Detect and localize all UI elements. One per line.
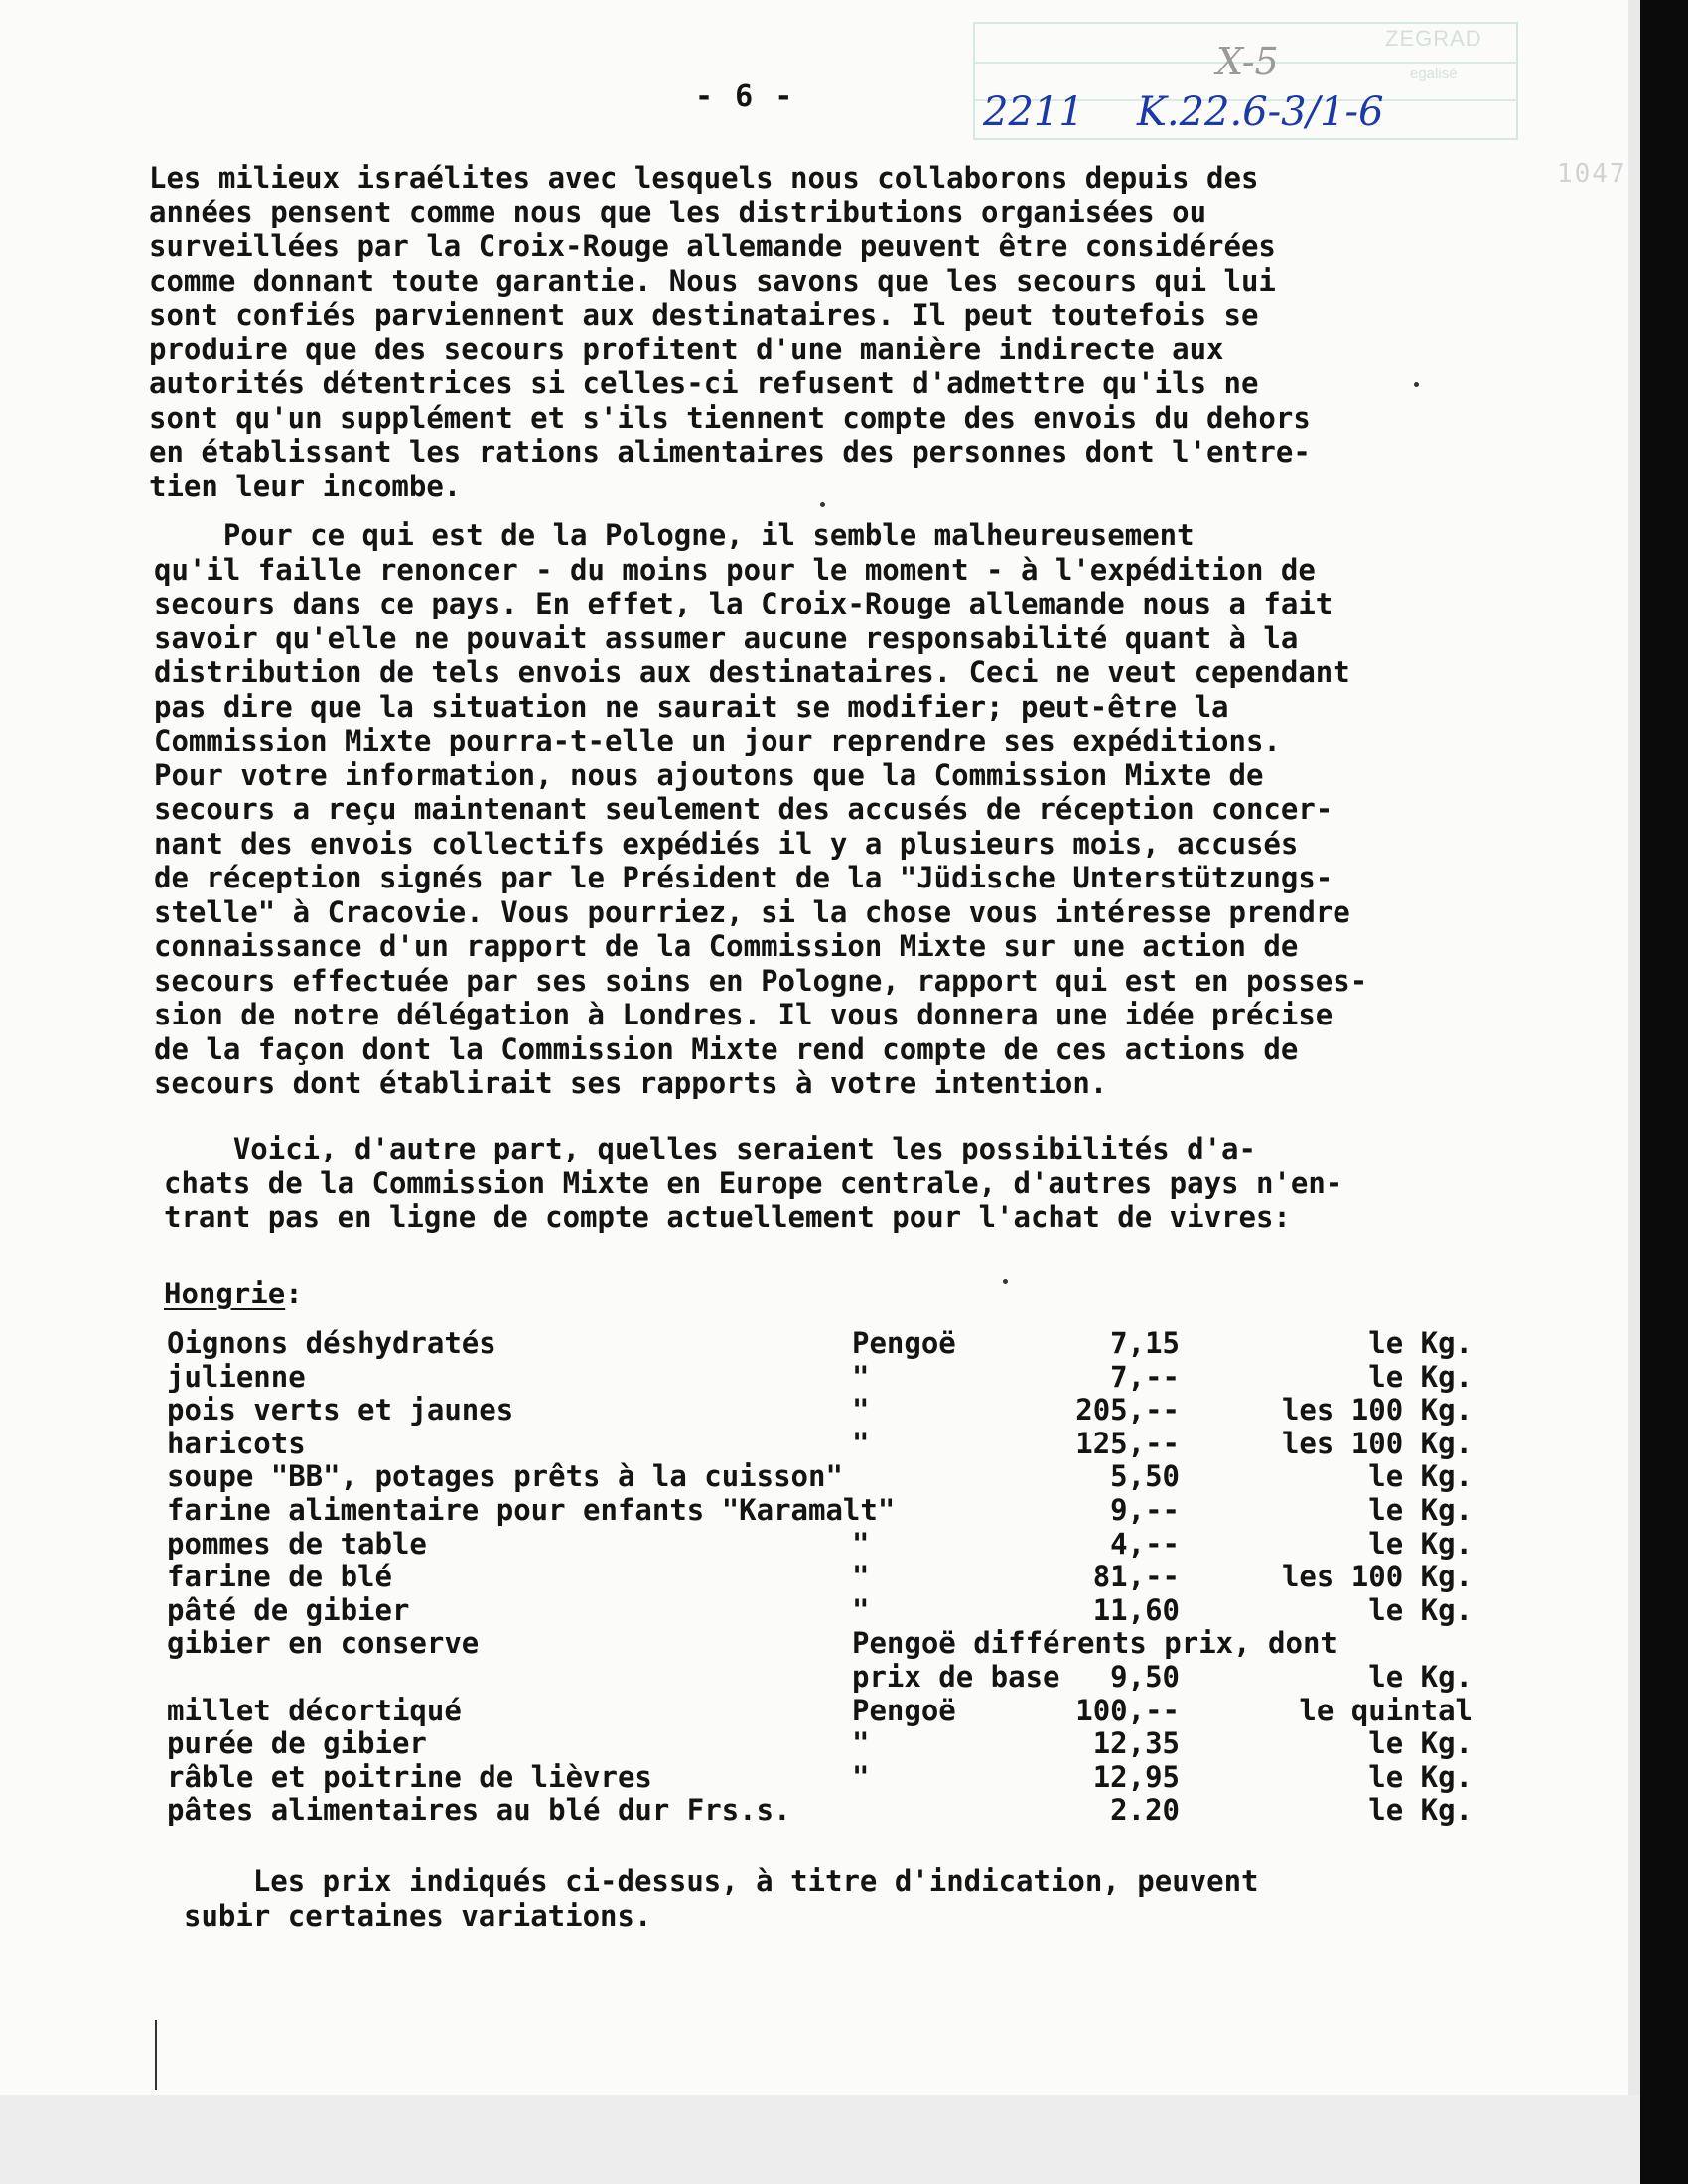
price-item: millet décortiqué bbox=[167, 1693, 462, 1727]
price-item: râble et poitrine de lièvres bbox=[167, 1759, 652, 1794]
price-item: Oignons déshydratés bbox=[167, 1326, 496, 1360]
price-unit: les 100 Kg. bbox=[1281, 1393, 1473, 1428]
pencil-annotation: X-5 bbox=[1216, 40, 1279, 83]
price-row bbox=[167, 1493, 1477, 1527]
margin-rule bbox=[155, 2020, 157, 2090]
scan-edge-right bbox=[1640, 0, 1688, 2184]
price-item: soupe "BB", potages prêts à la cuisson" bbox=[167, 1459, 843, 1494]
price-value: 5,50 bbox=[1110, 1459, 1180, 1494]
price-row bbox=[167, 1626, 1477, 1660]
price-item: farine de blé bbox=[167, 1560, 392, 1594]
price-currency: " bbox=[852, 1759, 870, 1794]
section-heading-text: Hongrie bbox=[164, 1277, 286, 1310]
stamp-text-small: egalisé bbox=[1410, 66, 1458, 82]
price-value: 100,-- bbox=[1075, 1693, 1180, 1727]
price-row bbox=[167, 1527, 1477, 1561]
price-unit: le Kg. bbox=[1368, 1459, 1473, 1494]
price-unit: le Kg. bbox=[1368, 1526, 1473, 1561]
closing-paragraph: Les prix indiqués ci-dessus, à titre d'indication, peuvent subir certaines variations. bbox=[184, 1864, 1259, 1933]
archive-ref-number: 2211 bbox=[983, 89, 1084, 135]
stamp-text: ZEGRAD bbox=[1385, 26, 1482, 51]
price-note: prix de base bbox=[852, 1659, 1060, 1694]
price-value: 2.20 bbox=[1110, 1793, 1180, 1828]
price-currency: " bbox=[852, 1560, 870, 1594]
price-row bbox=[167, 1427, 1477, 1460]
price-row bbox=[167, 1393, 1477, 1427]
price-currency: " bbox=[852, 1426, 870, 1460]
price-note: Pengoë différents prix, dont bbox=[852, 1626, 1337, 1661]
price-value: 11,60 bbox=[1092, 1592, 1180, 1627]
price-row bbox=[167, 1360, 1477, 1394]
price-unit: le quintal bbox=[1299, 1693, 1473, 1727]
price-row bbox=[167, 1760, 1477, 1794]
price-value: 9,50 bbox=[1110, 1659, 1180, 1694]
price-currency: Pengoë bbox=[852, 1326, 956, 1360]
price-unit: le Kg. bbox=[1368, 1359, 1473, 1394]
price-row bbox=[167, 1793, 1477, 1827]
price-row bbox=[167, 1459, 1477, 1493]
price-item: pâtes alimentaires au blé dur Frs.s. bbox=[167, 1793, 791, 1828]
price-currency: " bbox=[852, 1526, 870, 1561]
price-value: 4,-- bbox=[1110, 1526, 1180, 1561]
paragraph-1: Les milieux israélites avec lesquels nous collaborons depuis des années pensent comme nous que les distributions organisées ou surveillées par la Croix-Rouge allemande peuvent être considérées comme donnant toute garantie. Nous savons que les secours qui lui sont confiés parviennent aux destinataires. Il peut toutefois se produire que des secours profitent d'une manière indirecte aux autorités détentrices si celles-ci refusent d'admettre qu'ils ne sont qu'un supplément et s'ils tiennent compte des envois du dehors en établissant les rations alimentaires des personnes dont l'entre- tien leur incombe. bbox=[149, 161, 1311, 503]
price-item: gibier en conserve bbox=[167, 1626, 480, 1661]
price-currency: " bbox=[852, 1393, 870, 1428]
price-item: farine alimentaire pour enfants "Karamalt" bbox=[167, 1492, 896, 1527]
ink-speck bbox=[1003, 1279, 1008, 1284]
section-heading: Hongrie: bbox=[164, 1277, 303, 1310]
paragraph-3: Voici, d'autre part, quelles seraient les possibilités d'a- chats de la Commission Mixte en Europe centrale, d'autres pays n'en- trant pas en ligne de compte actuellement pour l'achat de vivres: bbox=[164, 1132, 1343, 1234]
price-item: pommes de table bbox=[167, 1526, 427, 1561]
price-value: 9,-- bbox=[1110, 1492, 1180, 1527]
price-row bbox=[167, 1694, 1477, 1727]
price-value: 125,-- bbox=[1075, 1426, 1180, 1460]
scan-edge-bottom bbox=[0, 2095, 1640, 2184]
paragraph-2: Pour ce qui est de la Pologne, il semble malheureusement qu'il faille renoncer - du moins pour le moment - à l'expédition de secours dans ce pays. En effet, la Croix-Rouge allemande nous a fait savoir qu'elle ne pouvait assumer aucune responsabilité quant à la distribution de tels envois aux destinataires. Ceci ne veut cependant pas dire que la situation ne saurait se modifier; peut-être la Commission Mixte pourra-t-elle un jour reprendre ses expéditions. Pour votre information, nous ajoutons que la Commission Mixte de secours a reçu maintenant seulement des accusés de réception concer- nant des envois collectifs expédiés il y a plusieurs mois, accusés de réception signés par le Président de la "Jüdische Unterstützungs- stelle" à Cracovie. Vous pourriez, si la chose vous intéresse prendre connaissance d'un rapport de la Commission Mixte sur une action de secours effectuée par ses soins en Pologne, rapport qui est en posses- sion de notre délégation à Londres. Il vous donnera une idée précise de la façon dont la Commission Mixte rend compte de ces actions de secours dont établirait ses rapports à votre intention. bbox=[154, 518, 1368, 1100]
price-value: 7,15 bbox=[1110, 1326, 1180, 1360]
faint-bleed-through-number: 1047 bbox=[1557, 159, 1627, 189]
price-value: 12,35 bbox=[1092, 1726, 1180, 1761]
price-item: julienne bbox=[167, 1359, 306, 1394]
price-value: 81,-- bbox=[1092, 1560, 1180, 1594]
page-number: - 6 - bbox=[695, 79, 795, 114]
price-unit: le Kg. bbox=[1368, 1726, 1473, 1761]
price-row bbox=[167, 1326, 1477, 1360]
ink-speck bbox=[820, 502, 825, 507]
price-unit: les 100 Kg. bbox=[1281, 1426, 1473, 1460]
ink-speck bbox=[1414, 382, 1419, 387]
price-currency: Pengoë bbox=[852, 1693, 956, 1727]
price-unit: le Kg. bbox=[1368, 1759, 1473, 1794]
price-currency: " bbox=[852, 1359, 870, 1394]
price-item: haricots bbox=[167, 1426, 306, 1460]
price-list bbox=[167, 1326, 1477, 1827]
price-unit: le Kg. bbox=[1368, 1326, 1473, 1360]
archive-ref-code: K.22.6-3/1-6 bbox=[1137, 89, 1384, 135]
price-item: pois verts et jaunes bbox=[167, 1393, 514, 1428]
price-unit: le Kg. bbox=[1368, 1492, 1473, 1527]
price-row bbox=[167, 1660, 1477, 1694]
price-value: 12,95 bbox=[1092, 1759, 1180, 1794]
price-unit: le Kg. bbox=[1368, 1659, 1473, 1694]
price-row bbox=[167, 1726, 1477, 1760]
price-item: purée de gibier bbox=[167, 1726, 427, 1761]
price-unit: les 100 Kg. bbox=[1281, 1560, 1473, 1594]
price-unit: le Kg. bbox=[1368, 1793, 1473, 1828]
price-value: 7,-- bbox=[1110, 1359, 1180, 1394]
price-item: pâté de gibier bbox=[167, 1592, 410, 1627]
price-unit: le Kg. bbox=[1368, 1592, 1473, 1627]
price-row bbox=[167, 1593, 1477, 1627]
price-row bbox=[167, 1560, 1477, 1593]
price-currency: " bbox=[852, 1592, 870, 1627]
price-value: 205,-- bbox=[1075, 1393, 1180, 1428]
price-currency: " bbox=[852, 1726, 870, 1761]
